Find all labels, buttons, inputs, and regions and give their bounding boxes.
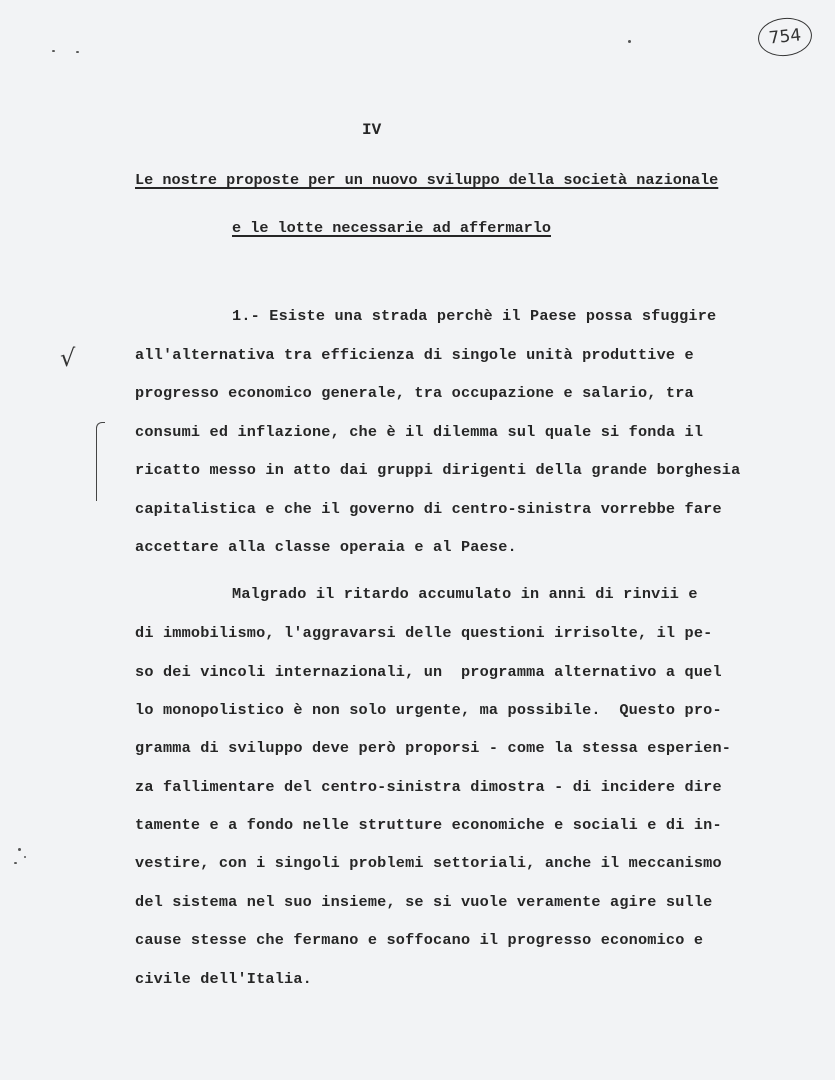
- paragraph-2-line: cause stesse che fermano e soffocano il progresso economico e: [135, 931, 704, 949]
- paragraph-2-line: Malgrado il ritardo accumulato in anni di rinvii e: [232, 585, 698, 603]
- title-line-1: Le nostre proposte per un nuovo sviluppo della società nazionale: [135, 171, 719, 189]
- paragraph-2-line: gramma di sviluppo deve però proporsi - come la stessa esperien-: [135, 739, 732, 757]
- paragraph-2-line: civile dell'Italia.: [135, 970, 312, 988]
- paper-speck: [52, 50, 55, 52]
- margin-bracket-mark: [96, 422, 105, 501]
- paragraph-2-line: za fallimentare del centro-sinistra dimostra - di incidere dire: [135, 778, 722, 796]
- paragraph-2-line: di immobilismo, l'aggravarsi delle questioni irrisolte, il pe-: [135, 624, 713, 642]
- paragraph-1-line: consumi ed inflazione, che è il dilemma sul quale si fonda il: [135, 423, 704, 441]
- paper-speck: [76, 51, 79, 53]
- paragraph-1-line: all'alternativa tra efficienza di singole unità produttive e: [135, 346, 694, 364]
- title-line-2: e le lotte necessarie ad affermarlo: [232, 219, 551, 237]
- paragraph-2-line: vestire, con i singoli problemi settoriali, anche il meccanismo: [135, 854, 722, 872]
- paragraph-1-line: accettare alla classe operaia e al Paese.: [135, 538, 517, 556]
- paragraph-1-line: progresso economico generale, tra occupazione e salario, tra: [135, 384, 694, 402]
- paragraph-2-line: del sistema nel suo insieme, se si vuole veramente agire sulle: [135, 893, 713, 911]
- paper-speck: [14, 862, 17, 864]
- paper-speck: [24, 856, 26, 858]
- paragraph-2-line: lo monopolistico è non solo urgente, ma possibile. Questo pro-: [135, 701, 722, 719]
- paragraph-1-line: ricatto messo in atto dai gruppi dirigenti della grande borghesia: [135, 461, 741, 479]
- paragraph-2-line: so dei vincoli internazionali, un programma alternativo a quel: [135, 663, 722, 681]
- check-mark-annotation: √: [60, 344, 76, 372]
- paper-speck: [628, 40, 631, 43]
- paragraph-2-line: tamente e a fondo nelle strutture economiche e sociali e di in-: [135, 816, 722, 834]
- paragraph-1-line: capitalistica e che il governo di centro-sinistra vorrebbe fare: [135, 500, 722, 518]
- section-number: IV: [362, 121, 382, 139]
- page-number-stamp: 754: [756, 15, 814, 58]
- paper-speck: [18, 848, 21, 851]
- paragraph-1-line: 1.- Esiste una strada perchè il Paese possa sfuggire: [232, 307, 717, 325]
